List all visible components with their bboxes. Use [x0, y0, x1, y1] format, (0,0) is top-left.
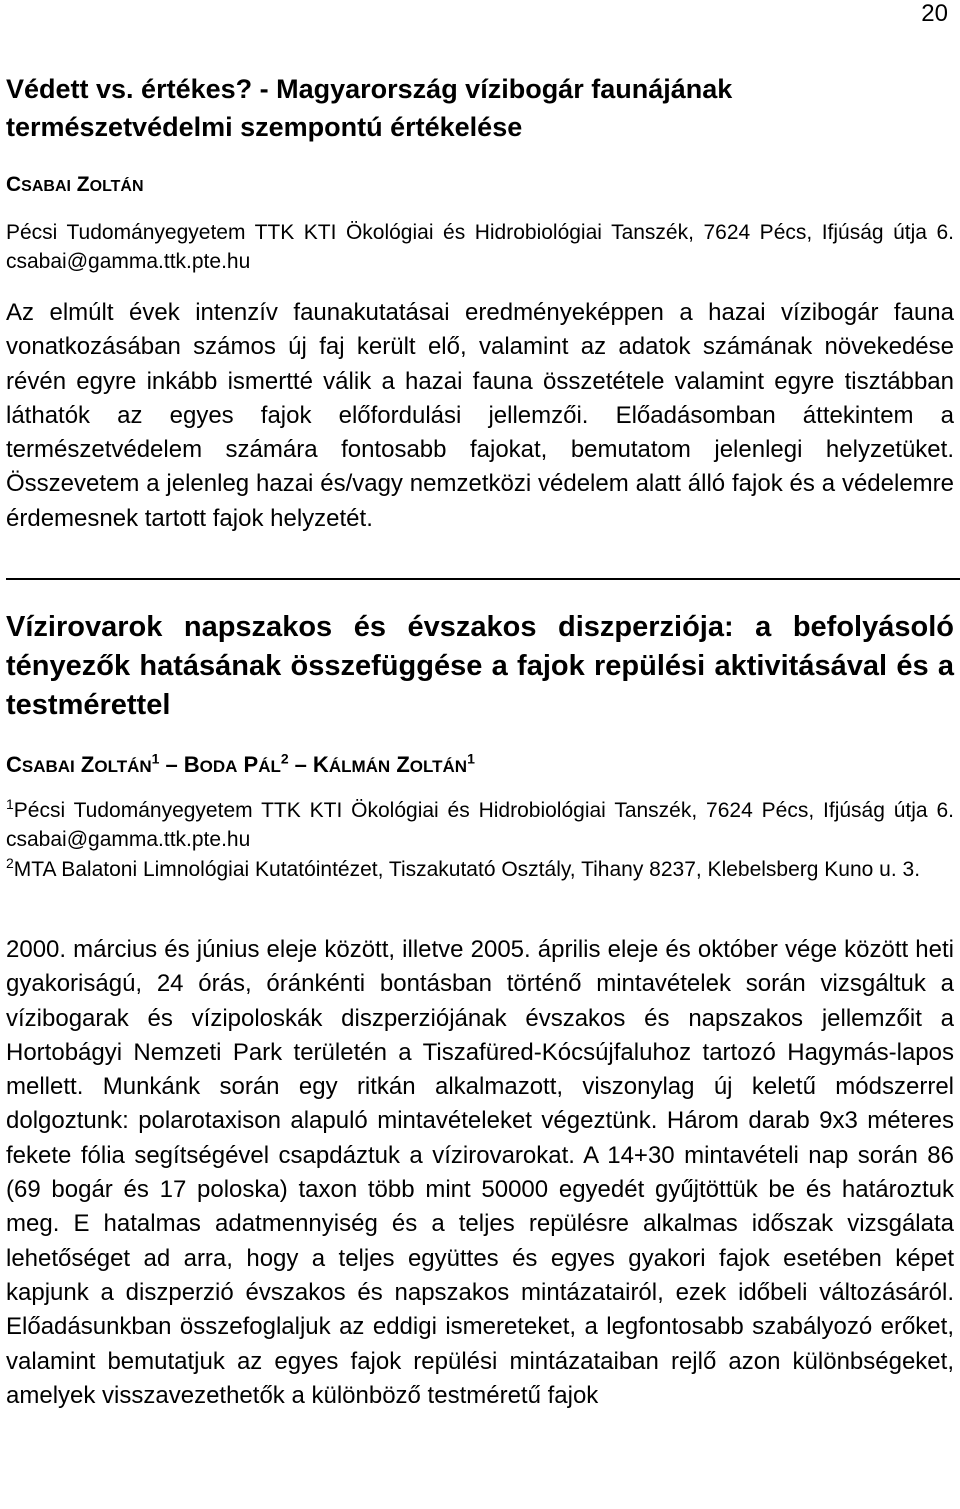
author-initial: Z	[80, 752, 95, 778]
affiliation-text: Pécsi Tudományegyetem TTK KTI Ökológiai és Hidrobiológiai Tanszék, 7624 Pécs, Ifjúság útja 6. csabai@gamma.ttk.pte.hu	[6, 799, 954, 851]
author-initial: C	[6, 752, 22, 778]
affiliation-mark: 2	[6, 855, 14, 871]
author-initial: K	[312, 752, 329, 778]
author-affiliation-mark: 2	[280, 751, 289, 767]
author-separator: –	[294, 752, 307, 778]
author-affiliation-mark: 1	[467, 751, 475, 767]
abstract-1-body: Az elmúlt évek intenzív faunakutatásai eredményeképpen a hazai vízibogár fauna vonatkozásában számos új faj került elő, valamint az adatok számának növekedése révén egyre inkább ismertté válik a hazai fauna összetétele valamint egyre tisztábban láthatók az egyes fajok előfordulási jellemzői. Előadásomban áttekintem a természetvédelem számára fontosabb fajokat, bemutatom jelenlegi helyzetüket. Összevetem a jelenleg hazai és/vagy nemzetközi védelem alatt álló fajok és a védelemre érdemesnek tartott fajok helyzetét.	[6, 299, 954, 532]
author-initial: Z	[396, 752, 410, 778]
abstract-2-authors	[6, 744, 475, 782]
abstract-2-affiliation-2	[6, 855, 954, 884]
affiliation-text: MTA Balatoni Limnológiai Kutatóintézet, Tiszakutató Osztály, Tihany 8237, Klebelsberg Kuno u. 3.	[13, 858, 921, 881]
abstract-1-title: Védett vs. értékes? - Magyarország vízibogár faunájának természetvédelmi szempontú értékelése	[6, 74, 733, 142]
author-initial: Z	[76, 173, 90, 196]
section-divider	[6, 578, 960, 580]
author-initial: P	[243, 752, 259, 778]
author-rest: OLTÁN	[89, 178, 144, 195]
author-rest: SABAI	[21, 178, 71, 195]
author-1	[6, 752, 159, 777]
abstract-2-title: Vízirovarok napszakos és évszakos diszperziója: a befolyásoló tényezők hatásának összefüggése a fajok repülési aktivitásával és a testmérettel	[6, 611, 954, 721]
abstract-2-affiliation-1	[6, 796, 954, 854]
author-rest: ÁL	[258, 757, 281, 777]
author-3	[313, 752, 475, 777]
author-initial: C	[6, 173, 22, 196]
author-rest: ODA	[199, 757, 238, 777]
page-number: 20	[921, 0, 948, 27]
author-separator: –	[165, 752, 178, 778]
author-rest: OLTÁN	[94, 757, 152, 777]
author-rest: SABAI	[21, 757, 75, 777]
abstract-1-author	[6, 170, 144, 202]
author-initial: B	[183, 752, 200, 778]
author-rest: OLTÁN	[409, 757, 468, 777]
author-2	[184, 752, 289, 777]
abstract-2-body: 2000. március és június eleje között, illetve 2005. április eleje és október vége között heti gyakoriságú, 24 órás, óránkénti bontásban történő mintavételek során vizsgáltuk a vízibogarak és vízipoloskák diszperziójának évszakos és napszakos jellemzőit a Hortobágyi Nemzeti Park területén a Tiszafüred-Kócsújfaluhoz tartozó Hagymás-lapos mellett. Munkánk során egy ritkán alkalmazott, viszonylag új keletű módszerrel dolgoztunk: polarotaxison alapuló mintavételeket végeztünk. Három darab 9x3 méteres fekete fólia segítségével csapdáztuk a vízirovarokat. A 14+30 mintavételi nap során 86 (69 bogár és 17 poloska) taxon több mint 50000 egyedét gyűjtöttük be és határoztuk meg. E hatalmas adatmennyiség és a teljes repülésre alkalmas időszak vizsgálata lehetőséget ad arra, hogy a teljes együttes és egyes gyakori fajok esetében képet kapjunk a diszperzió évszakos és napszakos mintázatairól, ezek időbeli változásáról. Előadásunkban összefoglaljuk az eddigi ismereteket, a legfontosabb szabályozó erőket, valamint bemutatjuk az egyes fajok repülési mintázataiban rejlő azon különbségeket, amelyek visszavezethetők a különböző testméretű fajok	[6, 936, 954, 1409]
affiliation-mark: 1	[6, 796, 14, 812]
author-rest: ÁLMÁN	[328, 757, 391, 777]
author-affiliation-mark: 1	[151, 751, 160, 767]
abstract-1-affiliation: Pécsi Tudományegyetem TTK KTI Ökológiai és Hidrobiológiai Tanszék, 7624 Pécs, Ifjúság útja 6. csabai@gamma.ttk.pte.hu	[6, 221, 954, 273]
